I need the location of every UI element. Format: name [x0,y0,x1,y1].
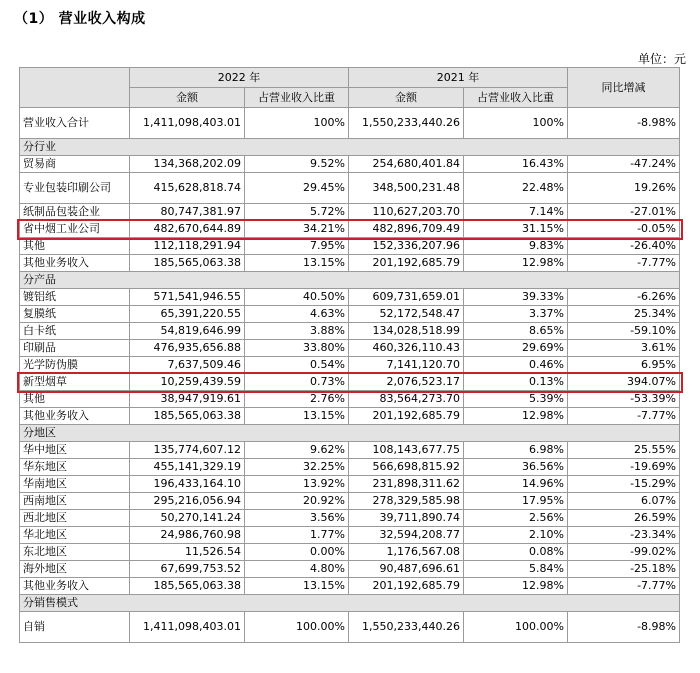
amount-2022: 65,391,220.55 [130,306,245,323]
ratio-2021: 5.84% [464,561,568,578]
ratio-2022: 0.00% [245,544,349,561]
amount-2021: 83,564,273.70 [349,391,464,408]
yoy-change: -7.77% [568,578,680,595]
ratio-2021: 8.65% [464,323,568,340]
amount-2022: 482,670,644.89 [130,221,245,238]
table-row [20,408,680,425]
amount-2022: 7,637,509.46 [130,357,245,374]
amount-2021: 278,329,585.98 [349,493,464,510]
amount-2021: 231,898,311.62 [349,476,464,493]
amount-2022: 185,565,063.38 [130,255,245,272]
row-label: 自销 [20,612,130,643]
table-row [20,221,680,238]
amount-2021: 566,698,815.92 [349,459,464,476]
row-label: 印刷品 [20,340,130,357]
amount-2021: 7,141,120.70 [349,357,464,374]
amount-2021: 1,176,567.08 [349,544,464,561]
ratio-2021: 29.69% [464,340,568,357]
row-label: 其他 [20,238,130,255]
table-row [20,442,680,459]
table-row [20,173,680,204]
table-row [20,323,680,340]
ratio-2022: 29.45% [245,173,349,204]
row-label: 白卡纸 [20,323,130,340]
table-row [20,527,680,544]
row-label: 贸易商 [20,156,130,173]
table-row [20,612,680,643]
row-label: 其他业务收入 [20,408,130,425]
ratio-2021: 6.98% [464,442,568,459]
row-label: 华东地区 [20,459,130,476]
header-2022: 2022 年 [130,68,349,88]
section-header-row [20,425,680,442]
amount-2021: 152,336,207.96 [349,238,464,255]
amount-2022: 50,270,141.24 [130,510,245,527]
amount-2022: 80,747,381.97 [130,204,245,221]
yoy-change: -23.34% [568,527,680,544]
amount-2021: 482,896,709.49 [349,221,464,238]
table-row [20,238,680,255]
amount-2021: 110,627,203.70 [349,204,464,221]
section-title-cell: 分行业 [20,139,680,156]
ratio-2022: 4.63% [245,306,349,323]
ratio-2022: 100.00% [245,612,349,643]
header-ratio-2022: 占营业收入比重 [245,88,349,108]
amount-2022: 134,368,202.09 [130,156,245,173]
header-ratio-2021: 占营业收入比重 [464,88,568,108]
ratio-2022: 4.80% [245,561,349,578]
section-title-cell: 分地区 [20,425,680,442]
amount-2021: 201,192,685.79 [349,408,464,425]
ratio-2022: 13.15% [245,408,349,425]
ratio-2021: 5.39% [464,391,568,408]
ratio-2022: 33.80% [245,340,349,357]
ratio-2021: 14.96% [464,476,568,493]
ratio-2021: 16.43% [464,156,568,173]
ratio-2022: 0.54% [245,357,349,374]
section-header-row [20,595,680,612]
amount-2022: 295,216,056.94 [130,493,245,510]
amount-2022: 67,699,753.52 [130,561,245,578]
ratio-2022: 20.92% [245,493,349,510]
ratio-2022: 2.76% [245,391,349,408]
table-row [20,476,680,493]
yoy-change: 3.61% [568,340,680,357]
table-row [20,289,680,306]
section-title-cell: 分产品 [20,272,680,289]
row-label: 省中烟工业公司 [20,221,130,238]
ratio-2021: 9.83% [464,238,568,255]
amount-2022: 571,541,946.55 [130,289,245,306]
yoy-change: 25.34% [568,306,680,323]
amount-2022: 112,118,291.94 [130,238,245,255]
ratio-2021: 0.46% [464,357,568,374]
yoy-change: -8.98% [568,612,680,643]
ratio-2022: 32.25% [245,459,349,476]
yoy-change: 394.07% [568,374,680,391]
amount-2022: 1,411,098,403.01 [130,612,245,643]
amount-2022: 10,259,439.59 [130,374,245,391]
ratio-2021: 7.14% [464,204,568,221]
table-row [20,493,680,510]
amount-2021: 348,500,231.48 [349,173,464,204]
yoy-change: -47.24% [568,156,680,173]
row-label: 西南地区 [20,493,130,510]
table-row [20,578,680,595]
table-row [20,357,680,374]
ratio-2022: 7.95% [245,238,349,255]
amount-2021: 32,594,208.77 [349,527,464,544]
yoy-change: 25.55% [568,442,680,459]
yoy-change: 26.59% [568,510,680,527]
row-label: 东北地区 [20,544,130,561]
yoy-change: -0.05% [568,221,680,238]
ratio-2022: 9.52% [245,156,349,173]
amount-2022: 196,433,164.10 [130,476,245,493]
ratio-2022: 5.72% [245,204,349,221]
yoy-change: -26.40% [568,238,680,255]
row-label: 专业包装印刷公司 [20,173,130,204]
table-row [20,340,680,357]
section-header-row [20,139,680,156]
table-row [20,544,680,561]
amount-2022: 54,819,646.99 [130,323,245,340]
row-label: 华中地区 [20,442,130,459]
ratio-2021: 36.56% [464,459,568,476]
yoy-change: -6.26% [568,289,680,306]
amount-2021: 52,172,548.47 [349,306,464,323]
ratio-2022: 3.56% [245,510,349,527]
amount-2021: 2,076,523.17 [349,374,464,391]
ratio-2022: 1.77% [245,527,349,544]
amount-2022: 455,141,329.19 [130,459,245,476]
ratio-2021: 100% [464,108,568,139]
ratio-2022: 13.15% [245,578,349,595]
row-label: 镀铝纸 [20,289,130,306]
section-title-cell: 分销售模式 [20,595,680,612]
ratio-2021: 100.00% [464,612,568,643]
unit-label: 单位：元 [637,52,686,66]
header-2021: 2021 年 [349,68,568,88]
ratio-2021: 12.98% [464,578,568,595]
section-title: （1） 营业收入构成 [14,11,146,27]
header-amount-2021: 金额 [349,88,464,108]
amount-2022: 1,411,098,403.01 [130,108,245,139]
amount-2022: 11,526.54 [130,544,245,561]
yoy-change: -19.69% [568,459,680,476]
row-label: 其他 [20,391,130,408]
ratio-2022: 13.15% [245,255,349,272]
yoy-change: -7.77% [568,408,680,425]
table-row [20,459,680,476]
yoy-change: -15.29% [568,476,680,493]
amount-2021: 609,731,659.01 [349,289,464,306]
amount-2021: 201,192,685.79 [349,578,464,595]
yoy-change: -27.01% [568,204,680,221]
ratio-2021: 2.10% [464,527,568,544]
ratio-2022: 3.88% [245,323,349,340]
section-header-row [20,272,680,289]
ratio-2021: 0.08% [464,544,568,561]
yoy-change: 6.07% [568,493,680,510]
row-label: 营业收入合计 [20,108,130,139]
row-label: 华北地区 [20,527,130,544]
amount-2021: 254,680,401.84 [349,156,464,173]
table-row [20,374,680,391]
amount-2021: 460,326,110.43 [349,340,464,357]
amount-2021: 108,143,677.75 [349,442,464,459]
ratio-2021: 12.98% [464,255,568,272]
row-label: 华南地区 [20,476,130,493]
amount-2021: 39,711,890.74 [349,510,464,527]
yoy-change: -99.02% [568,544,680,561]
table-row [20,391,680,408]
row-label: 光学防伪膜 [20,357,130,374]
revenue-table [19,67,680,643]
row-label: 纸制品包装企业 [20,204,130,221]
row-label: 西北地区 [20,510,130,527]
ratio-2021: 12.98% [464,408,568,425]
row-label: 其他业务收入 [20,578,130,595]
table-row [20,255,680,272]
amount-2022: 24,986,760.98 [130,527,245,544]
ratio-2021: 31.15% [464,221,568,238]
ratio-2021: 17.95% [464,493,568,510]
yoy-change: -7.77% [568,255,680,272]
ratio-2022: 34.21% [245,221,349,238]
header-blank [20,68,130,108]
ratio-2021: 2.56% [464,510,568,527]
ratio-2022: 40.50% [245,289,349,306]
yoy-change: -25.18% [568,561,680,578]
ratio-2021: 3.37% [464,306,568,323]
table-row [20,204,680,221]
amount-2022: 415,628,818.74 [130,173,245,204]
ratio-2022: 0.73% [245,374,349,391]
table-row [20,510,680,527]
yoy-change: 6.95% [568,357,680,374]
amount-2021: 90,487,696.61 [349,561,464,578]
ratio-2022: 9.62% [245,442,349,459]
row-label: 新型烟草 [20,374,130,391]
ratio-2022: 13.92% [245,476,349,493]
table-row [20,156,680,173]
amount-2022: 185,565,063.38 [130,578,245,595]
row-label: 复膜纸 [20,306,130,323]
yoy-change: -8.98% [568,108,680,139]
amount-2021: 1,550,233,440.26 [349,612,464,643]
row-label: 其他业务收入 [20,255,130,272]
yoy-change: -53.39% [568,391,680,408]
yoy-change: 19.26% [568,173,680,204]
amount-2021: 1,550,233,440.26 [349,108,464,139]
ratio-2021: 22.48% [464,173,568,204]
table-row [20,306,680,323]
amount-2022: 135,774,607.12 [130,442,245,459]
ratio-2021: 0.13% [464,374,568,391]
table-row-total [20,108,680,139]
table-row [20,561,680,578]
amount-2021: 201,192,685.79 [349,255,464,272]
amount-2022: 38,947,919.61 [130,391,245,408]
header-amount-2022: 金额 [130,88,245,108]
header-yoy: 同比增减 [568,68,680,108]
row-label: 海外地区 [20,561,130,578]
amount-2021: 134,028,518.99 [349,323,464,340]
yoy-change: -59.10% [568,323,680,340]
ratio-2022: 100% [245,108,349,139]
amount-2022: 476,935,656.88 [130,340,245,357]
ratio-2021: 39.33% [464,289,568,306]
amount-2022: 185,565,063.38 [130,408,245,425]
